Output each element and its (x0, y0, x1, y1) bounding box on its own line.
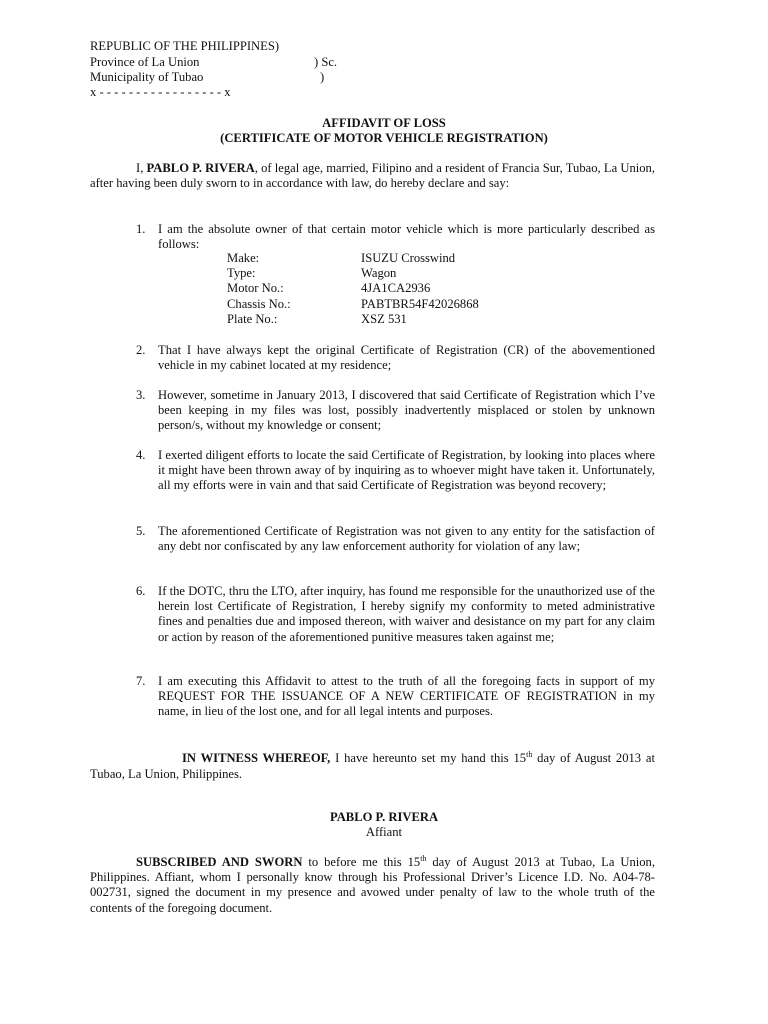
item-text: If the DOTC, thru the LTO, after inquiry, has found me responsible for the unauthorized use of the herein lost Certificate of Registration, I hereby signify my conformity to meted administrative fines and penalties due and imposed thereon, with waiver and desistance on my part for any claim or action by reason of the aforementioned punitive measures taken against me; (158, 584, 655, 644)
caption-province: Province of La Union (90, 55, 200, 69)
vehicle-label: Type: (227, 266, 256, 280)
item-text: I exerted diligent efforts to locate the said Certificate of Registration, by looking into places where it might have been thrown away of by inquiring as to whoever might have taken it. Unfortunately, all my efforts were in vain and that said Certificate of Registration was beyond recovery; (158, 448, 655, 493)
signatory-name: PABLO P. RIVERA (329, 810, 439, 824)
vehicle-value: PABTBR54F42026868 (361, 297, 479, 311)
item-text: I am the absolute owner of that certain motor vehicle which is more particularly described as follows: (158, 222, 655, 252)
vehicle-label: Chassis No.: (227, 297, 291, 311)
vehicle-value: XSZ 531 (361, 312, 407, 326)
witness-clause: IN WITNESS WHEREOF, I have hereunto set my hand this 15th day of August 2013 at Tubao, La Union, Philippines. (90, 749, 655, 781)
vehicle-label: Plate No.: (227, 312, 278, 326)
affiant-name: PABLO P. RIVERA (146, 161, 255, 175)
intro-paragraph: I, PABLO P. RIVERA, of legal age, married, Filipino and a resident of Francia Sur, Tubao, La Union, after having been duly sworn to in accordance with law, do hereby declare and say: (90, 161, 655, 191)
item-text: However, sometime in January 2013, I discovered that said Certificate of Registration which I’ve been keeping in my files was lost, possibly inadvertently misplaced or stolen by unknown person/s, without my knowledge or consent; (158, 388, 655, 433)
item-number: 2. (136, 343, 146, 357)
signatory-role: Affiant (365, 825, 403, 839)
item-text: The aforementioned Certificate of Registration was not given to any entity for the satisfaction of any debt nor confiscated by any law enforcement authority for violation of any law; (158, 524, 655, 554)
caption-republic: REPUBLIC OF THE PHILIPPINES) (90, 39, 280, 53)
jurat-paragraph: SUBSCRIBED AND SWORN to before me this 15th day of August 2013 at Tubao, La Union, Philippines. Affiant, whom I personally know through his Professional Driver’s Licence I.D. No. A04-78-002731, signed the document in my presence and avowed under penalty of law to the whole truth of the contents of the foregoing document. (90, 853, 655, 915)
item-number: 1. (136, 222, 146, 236)
caption-paren: ) (320, 70, 325, 84)
item-text: I am executing this Affidavit to attest to the truth of all the foregoing facts in support of my REQUEST FOR THE ISSUANCE OF A NEW CERTIFICATE OF REGISTRATION in my name, in lieu of the lost one, and for all legal intents and purposes. (158, 674, 655, 719)
item-number: 6. (136, 584, 146, 598)
document-subtitle: (CERTIFICATE OF MOTOR VEHICLE REGISTRATION) (220, 131, 548, 145)
document-title: AFFIDAVIT OF LOSS (322, 116, 446, 130)
item-number: 5. (136, 524, 146, 538)
item-number: 4. (136, 448, 146, 462)
item-text: That I have always kept the original Certificate of Registration (CR) of the abovementioned vehicle in my cabinet located at my residence; (158, 343, 655, 373)
vehicle-label: Make: (227, 251, 260, 265)
item-number: 3. (136, 388, 146, 402)
caption-municipality: Municipality of Tubao (90, 70, 204, 84)
vehicle-value: ISUZU Crosswind (361, 251, 456, 265)
vehicle-value: Wagon (361, 266, 397, 280)
vehicle-label: Motor No.: (227, 281, 284, 295)
caption-sc: ) Sc. (314, 55, 338, 69)
item-number: 7. (136, 674, 146, 688)
vehicle-value: 4JA1CA2936 (361, 281, 431, 295)
caption-separator: x - - - - - - - - - - - - - - - - - x (90, 85, 231, 99)
